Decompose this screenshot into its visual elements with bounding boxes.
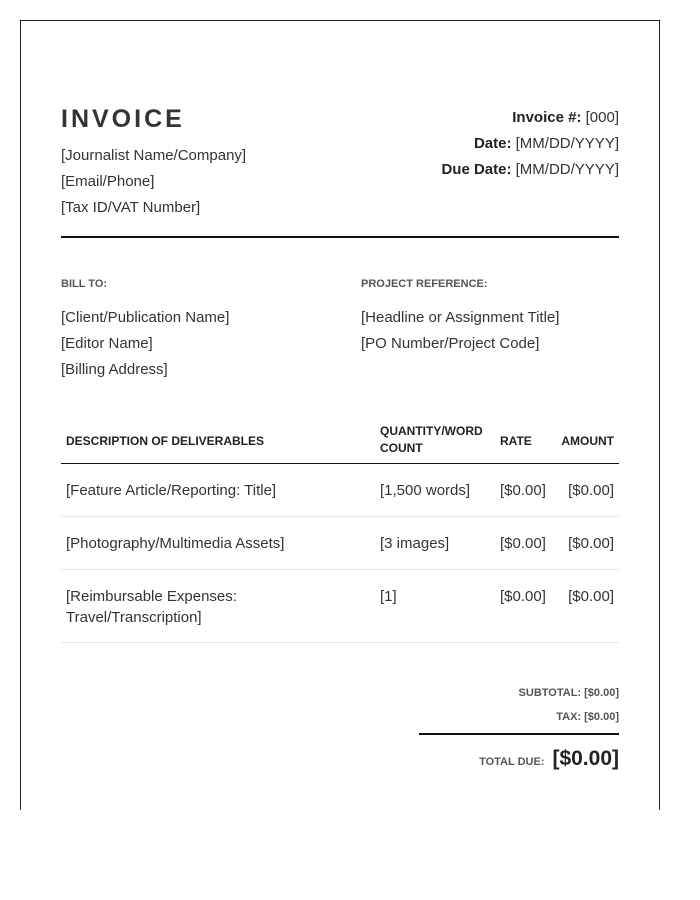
sender-contact: [Email/Phone]	[61, 173, 155, 190]
bill-to-editor: [Editor Name]	[61, 335, 153, 352]
tax: TAX: [$0.00]	[556, 711, 619, 723]
row-rate: [$0.00]	[500, 588, 546, 605]
total-due-label: TOTAL DUE:	[479, 756, 545, 768]
header-rate: RATE	[500, 434, 532, 448]
sender-tax-id: [Tax ID/VAT Number]	[61, 199, 201, 216]
project-po-number: [PO Number/Project Code]	[361, 335, 540, 352]
invoice-page	[20, 20, 660, 810]
row-amount: [$0.00]	[568, 588, 614, 605]
row-amount: [$0.00]	[568, 535, 614, 552]
bill-to-address: [Billing Address]	[61, 361, 168, 378]
total-due-value: [$0.00]	[552, 747, 619, 770]
invoice-due-date	[441, 157, 619, 183]
deliverables-table	[61, 417, 619, 643]
bill-to-client: [Client/Publication Name]	[61, 309, 230, 326]
row-quantity: [1,500 words]	[380, 482, 471, 499]
project-reference-section	[361, 271, 559, 357]
invoice-title: INVOICE	[61, 105, 185, 133]
sender-info	[61, 143, 246, 221]
table-header	[61, 417, 619, 464]
total-due	[419, 747, 619, 771]
header-amount: AMOUNT	[561, 434, 614, 448]
invoice-number	[441, 105, 619, 131]
row-rate: [$0.00]	[500, 482, 546, 499]
invoice-number-label: Invoice #:	[512, 109, 582, 126]
invoice-header	[61, 105, 619, 225]
totals-divider	[419, 733, 619, 735]
row-description-line2: Travel/Transcription]	[66, 609, 202, 626]
row-description: [Photography/Multimedia Assets]	[66, 535, 285, 552]
invoice-date-label: Date:	[473, 135, 512, 152]
invoice-number-value: [000]	[585, 109, 619, 126]
row-description-line1: [Reimbursable Expenses:	[66, 588, 237, 605]
header-quantity-line2: COUNT	[380, 441, 423, 455]
row-rate: [$0.00]	[500, 535, 546, 552]
bill-to-label: BILL TO:	[61, 278, 108, 290]
invoice-due-date-label: Due Date:	[441, 161, 512, 178]
row-quantity: [1]	[380, 588, 397, 605]
invoice-date-value: [MM/DD/YYYY]	[515, 135, 619, 152]
sender-name: [Journalist Name/Company]	[61, 147, 247, 164]
invoice-date	[441, 131, 619, 157]
header-quantity-line1: QUANTITY/WORD	[380, 424, 483, 438]
totals-section	[419, 681, 619, 771]
row-quantity: [3 images]	[380, 535, 450, 552]
table-row	[61, 517, 619, 570]
bill-to-section	[61, 271, 229, 383]
header-divider	[61, 236, 619, 238]
row-description	[66, 586, 366, 628]
table-row	[61, 570, 619, 643]
project-headline: [Headline or Assignment Title]	[361, 309, 560, 326]
project-reference-label: PROJECT REFERENCE:	[361, 278, 488, 290]
invoice-meta	[441, 105, 619, 183]
header-quantity	[380, 423, 483, 457]
header-description: DESCRIPTION OF DELIVERABLES	[66, 434, 265, 448]
row-description: [Feature Article/Reporting: Title]	[66, 482, 277, 499]
row-amount: [$0.00]	[568, 482, 614, 499]
table-row	[61, 464, 619, 517]
invoice-due-date-value: [MM/DD/YYYY]	[515, 161, 619, 178]
subtotal: SUBTOTAL: [$0.00]	[518, 687, 619, 699]
